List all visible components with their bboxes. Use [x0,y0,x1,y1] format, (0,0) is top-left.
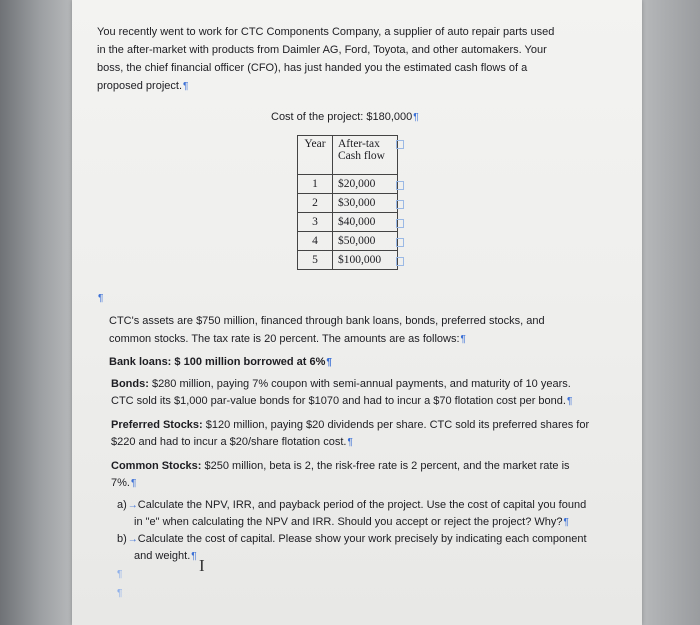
intro-line-4: proposed project.¶ [97,80,189,92]
pilcrow-mark: ¶ [117,569,123,580]
table-row [298,175,398,194]
cash-flow-cell: $50,000 [333,232,398,251]
preferred-line-1: Preferred Stocks: $120 million, paying $20 dividends per share. CTC sold its preferred shares for [111,419,590,431]
preferred-line-2: $220 and had to incur a $20/share flotation cost.¶ [111,436,353,448]
year-cell: 2 [298,194,333,213]
tab-arrow-mark: → [127,500,138,511]
end-of-row-mark [396,238,404,247]
pilcrow-mark: ¶ [183,81,189,92]
question-a-line-1: a)→Calculate the NPV, IRR, and payback period of the project. Use the cost of capital you found [117,499,587,511]
cash-flow-cell: $100,000 [333,251,398,270]
year-cell: 1 [298,175,333,194]
cost-of-project: Cost of the project: $180,000¶ [271,111,419,123]
pilcrow-mark: ¶ [347,437,353,448]
end-of-row-mark [396,140,404,149]
pilcrow-mark: ¶ [563,517,569,528]
cash-flow-cell: $30,000 [333,194,398,213]
bank-loans: Bank loans: $ 100 million borrowed at 6%¶ [109,356,332,368]
text-cursor-icon: I [199,556,205,575]
year-cell: 3 [298,213,333,232]
pilcrow-mark: ¶ [326,357,332,368]
common-line-2: 7%.¶ [111,477,137,489]
question-a-line-2: in "e" when calculating the NPV and IRR. Should you accept or reject the project? Why?¶ [134,516,569,528]
end-of-row-mark [396,200,404,209]
assets-line-2: common stocks. The tax rate is 20 percent. The amounts are as follows:¶ [109,333,466,345]
bonds-line-2: CTC sold its $1,000 par-value bonds for $1070 and had to incur a $70 flotation cost per bond.¶ [111,395,573,407]
tab-arrow-mark: → [127,534,138,545]
empty-paragraph [97,290,103,307]
cash-flow-cell: $40,000 [333,213,398,232]
cash-flow-cell: $20,000 [333,175,398,194]
table-header-row [298,136,398,175]
intro-line-2: in the after-market with products from Daimler AG, Ford, Toyota, and other automakers. Your [97,44,547,56]
assets-line-1: CTC's assets are $750 million, financed through bank loans, bonds, preferred stocks, and [109,315,545,327]
intro-line-1: You recently went to work for CTC Components Company, a supplier of auto repair parts used [97,26,555,38]
cash-flow-table [297,135,398,270]
header-cash-flow: After-tax Cash flow [333,136,398,175]
question-a-label: a) [117,499,127,511]
end-of-row-mark [396,181,404,190]
empty-paragraph [117,585,122,602]
question-b-label: b) [117,533,127,545]
table-row [298,213,398,232]
end-of-row-mark [396,257,404,266]
end-of-row-mark [396,219,404,228]
pilcrow-mark: ¶ [460,334,466,345]
pilcrow-mark: ¶ [117,588,123,599]
year-cell: 5 [298,251,333,270]
year-cell: 4 [298,232,333,251]
pilcrow-mark: ¶ [566,396,573,407]
table-row [298,194,398,213]
preferred-label: Preferred Stocks: [111,419,203,431]
pilcrow-mark: ¶ [413,112,419,123]
intro-line-3: boss, the chief financial officer (CFO), has just handed you the estimated cash flows of a [97,62,528,74]
bonds-line-1: Bonds: $280 million, paying 7% coupon with semi-annual payments, and maturity of 10 years. [111,378,571,390]
header-year: Year [298,136,333,175]
question-b-line-2: and weight.¶ [134,550,197,562]
common-label: Common Stocks: [111,460,202,472]
pilcrow-mark: ¶ [130,478,137,489]
question-b-line-1: b)→Calculate the cost of capital. Please show your work precisely by indicating each component [117,533,587,545]
table-row [298,232,398,251]
common-line-1: Common Stocks: $250 million, beta is 2, the risk-free rate is 2 percent, and the market rate is [111,460,570,472]
pilcrow-mark: ¶ [191,551,197,562]
empty-paragraph [117,566,122,583]
bonds-label: Bonds: [111,378,149,390]
table-row [298,251,398,270]
pilcrow-mark: ¶ [98,293,104,304]
